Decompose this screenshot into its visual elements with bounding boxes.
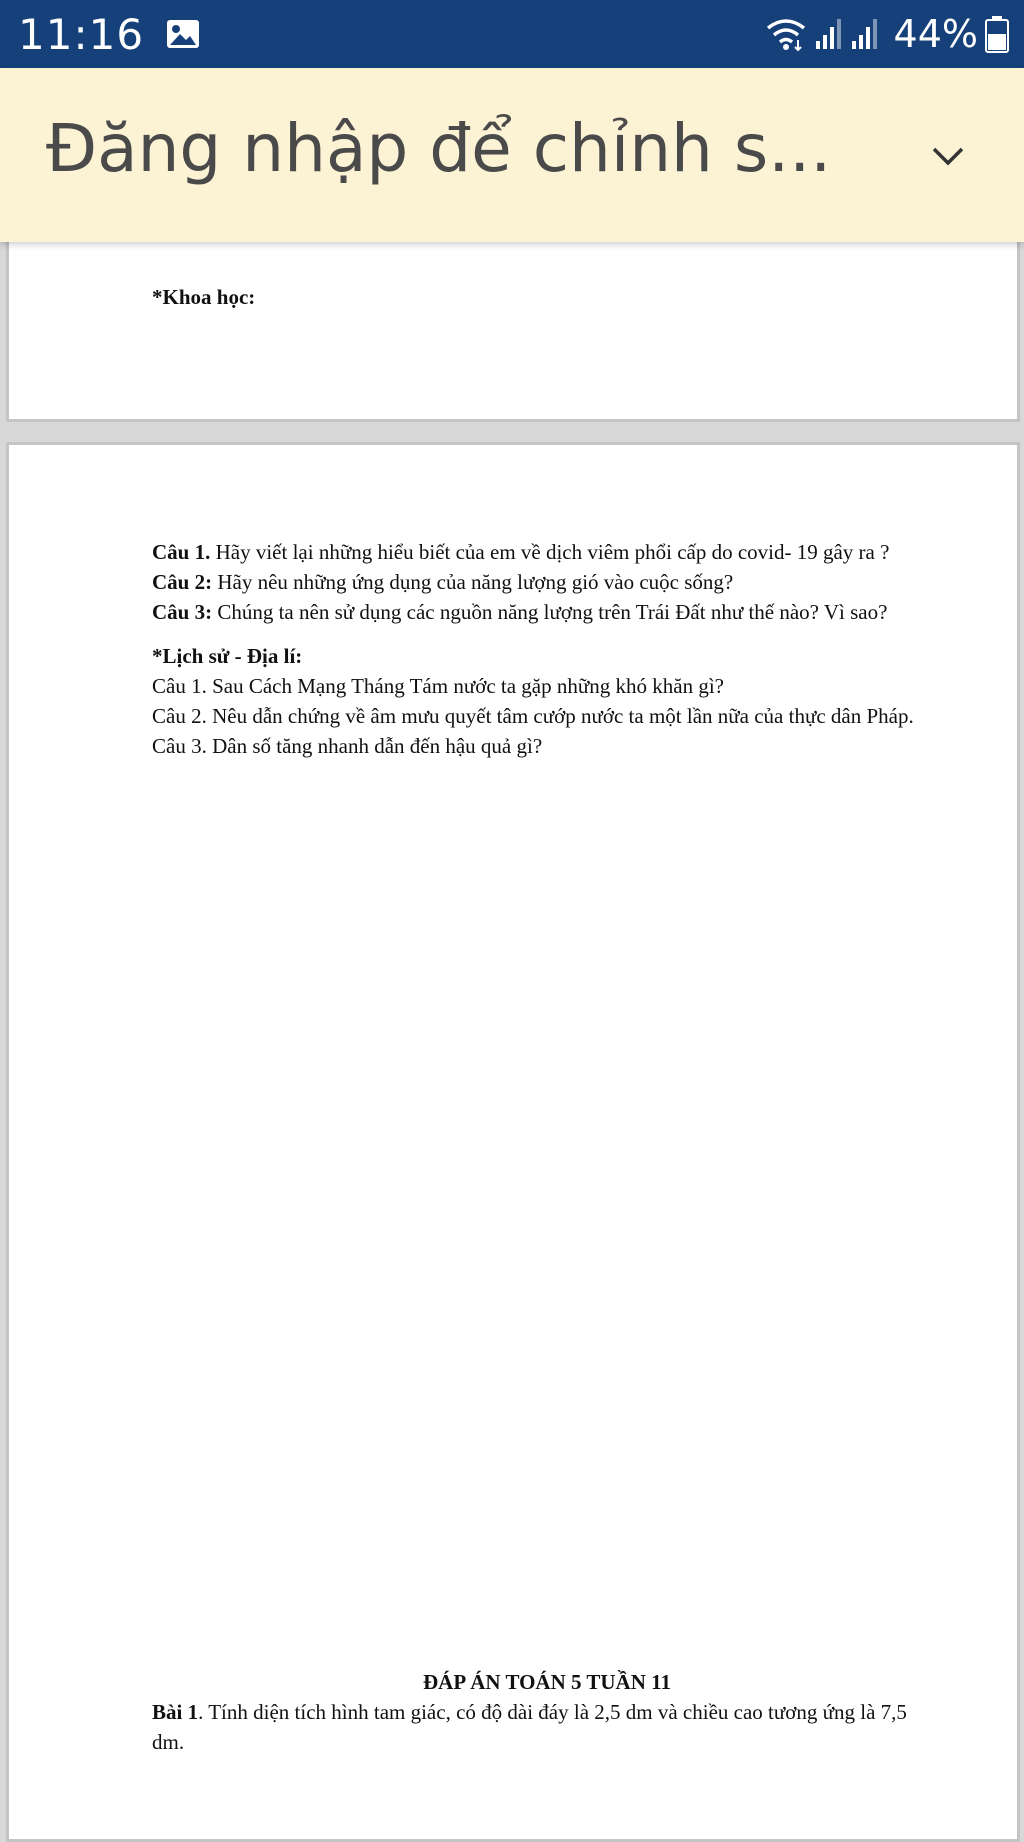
answer-exercise-1: Bài 1. Tính diện tích hình tam giác, có độ dài đáy là 2,5 dm và chiều cao tương ứng là 7,5 dm. xyxy=(152,1700,907,1754)
document-page xyxy=(6,442,1020,1842)
battery-icon xyxy=(984,15,1010,53)
answers-title: ĐÁP ÁN TOÁN 5 TUẦN 11 xyxy=(423,1670,671,1694)
sign-in-to-edit-banner[interactable]: Đăng nhập để chỉnh s... xyxy=(46,110,832,187)
clock: 11:16 xyxy=(18,9,145,59)
wifi-icon xyxy=(764,16,808,52)
history-heading: *Lịch sử - Địa lí: xyxy=(152,644,303,668)
chevron-down-icon[interactable] xyxy=(926,134,970,178)
signal-icon xyxy=(814,17,844,51)
science-question-2: Câu 2: Hãy nêu những ứng dụng của năng lượng gió vào cuộc sống? xyxy=(152,570,734,594)
history-question-2: Câu 2. Nêu dẫn chứng về âm mưu quyết tâm cướp nước ta một lần nữa của thực dân Pháp. xyxy=(152,704,914,728)
gallery-icon xyxy=(166,19,200,49)
science-question-1: Câu 1. Hãy viết lại những hiểu biết của em về dịch viêm phổi cấp do covid- 19 gây ra ? xyxy=(152,540,890,564)
status-bar xyxy=(0,0,1024,68)
signal-icon xyxy=(850,17,880,51)
document-page xyxy=(6,236,1020,422)
science-question-3: Câu 3: Chúng ta nên sử dụng các nguồn năng lượng trên Trái Đất như thế nào? Vì sao? xyxy=(152,600,888,624)
app-header xyxy=(0,68,1024,242)
battery-percent: 44% xyxy=(893,12,978,56)
history-question-3: Câu 3. Dân số tăng nhanh dẫn đến hậu quả gì? xyxy=(152,734,543,758)
science-heading: *Khoa học: xyxy=(152,285,256,309)
history-question-1: Câu 1. Sau Cách Mạng Tháng Tám nước ta gặp những khó khăn gì? xyxy=(152,674,724,698)
